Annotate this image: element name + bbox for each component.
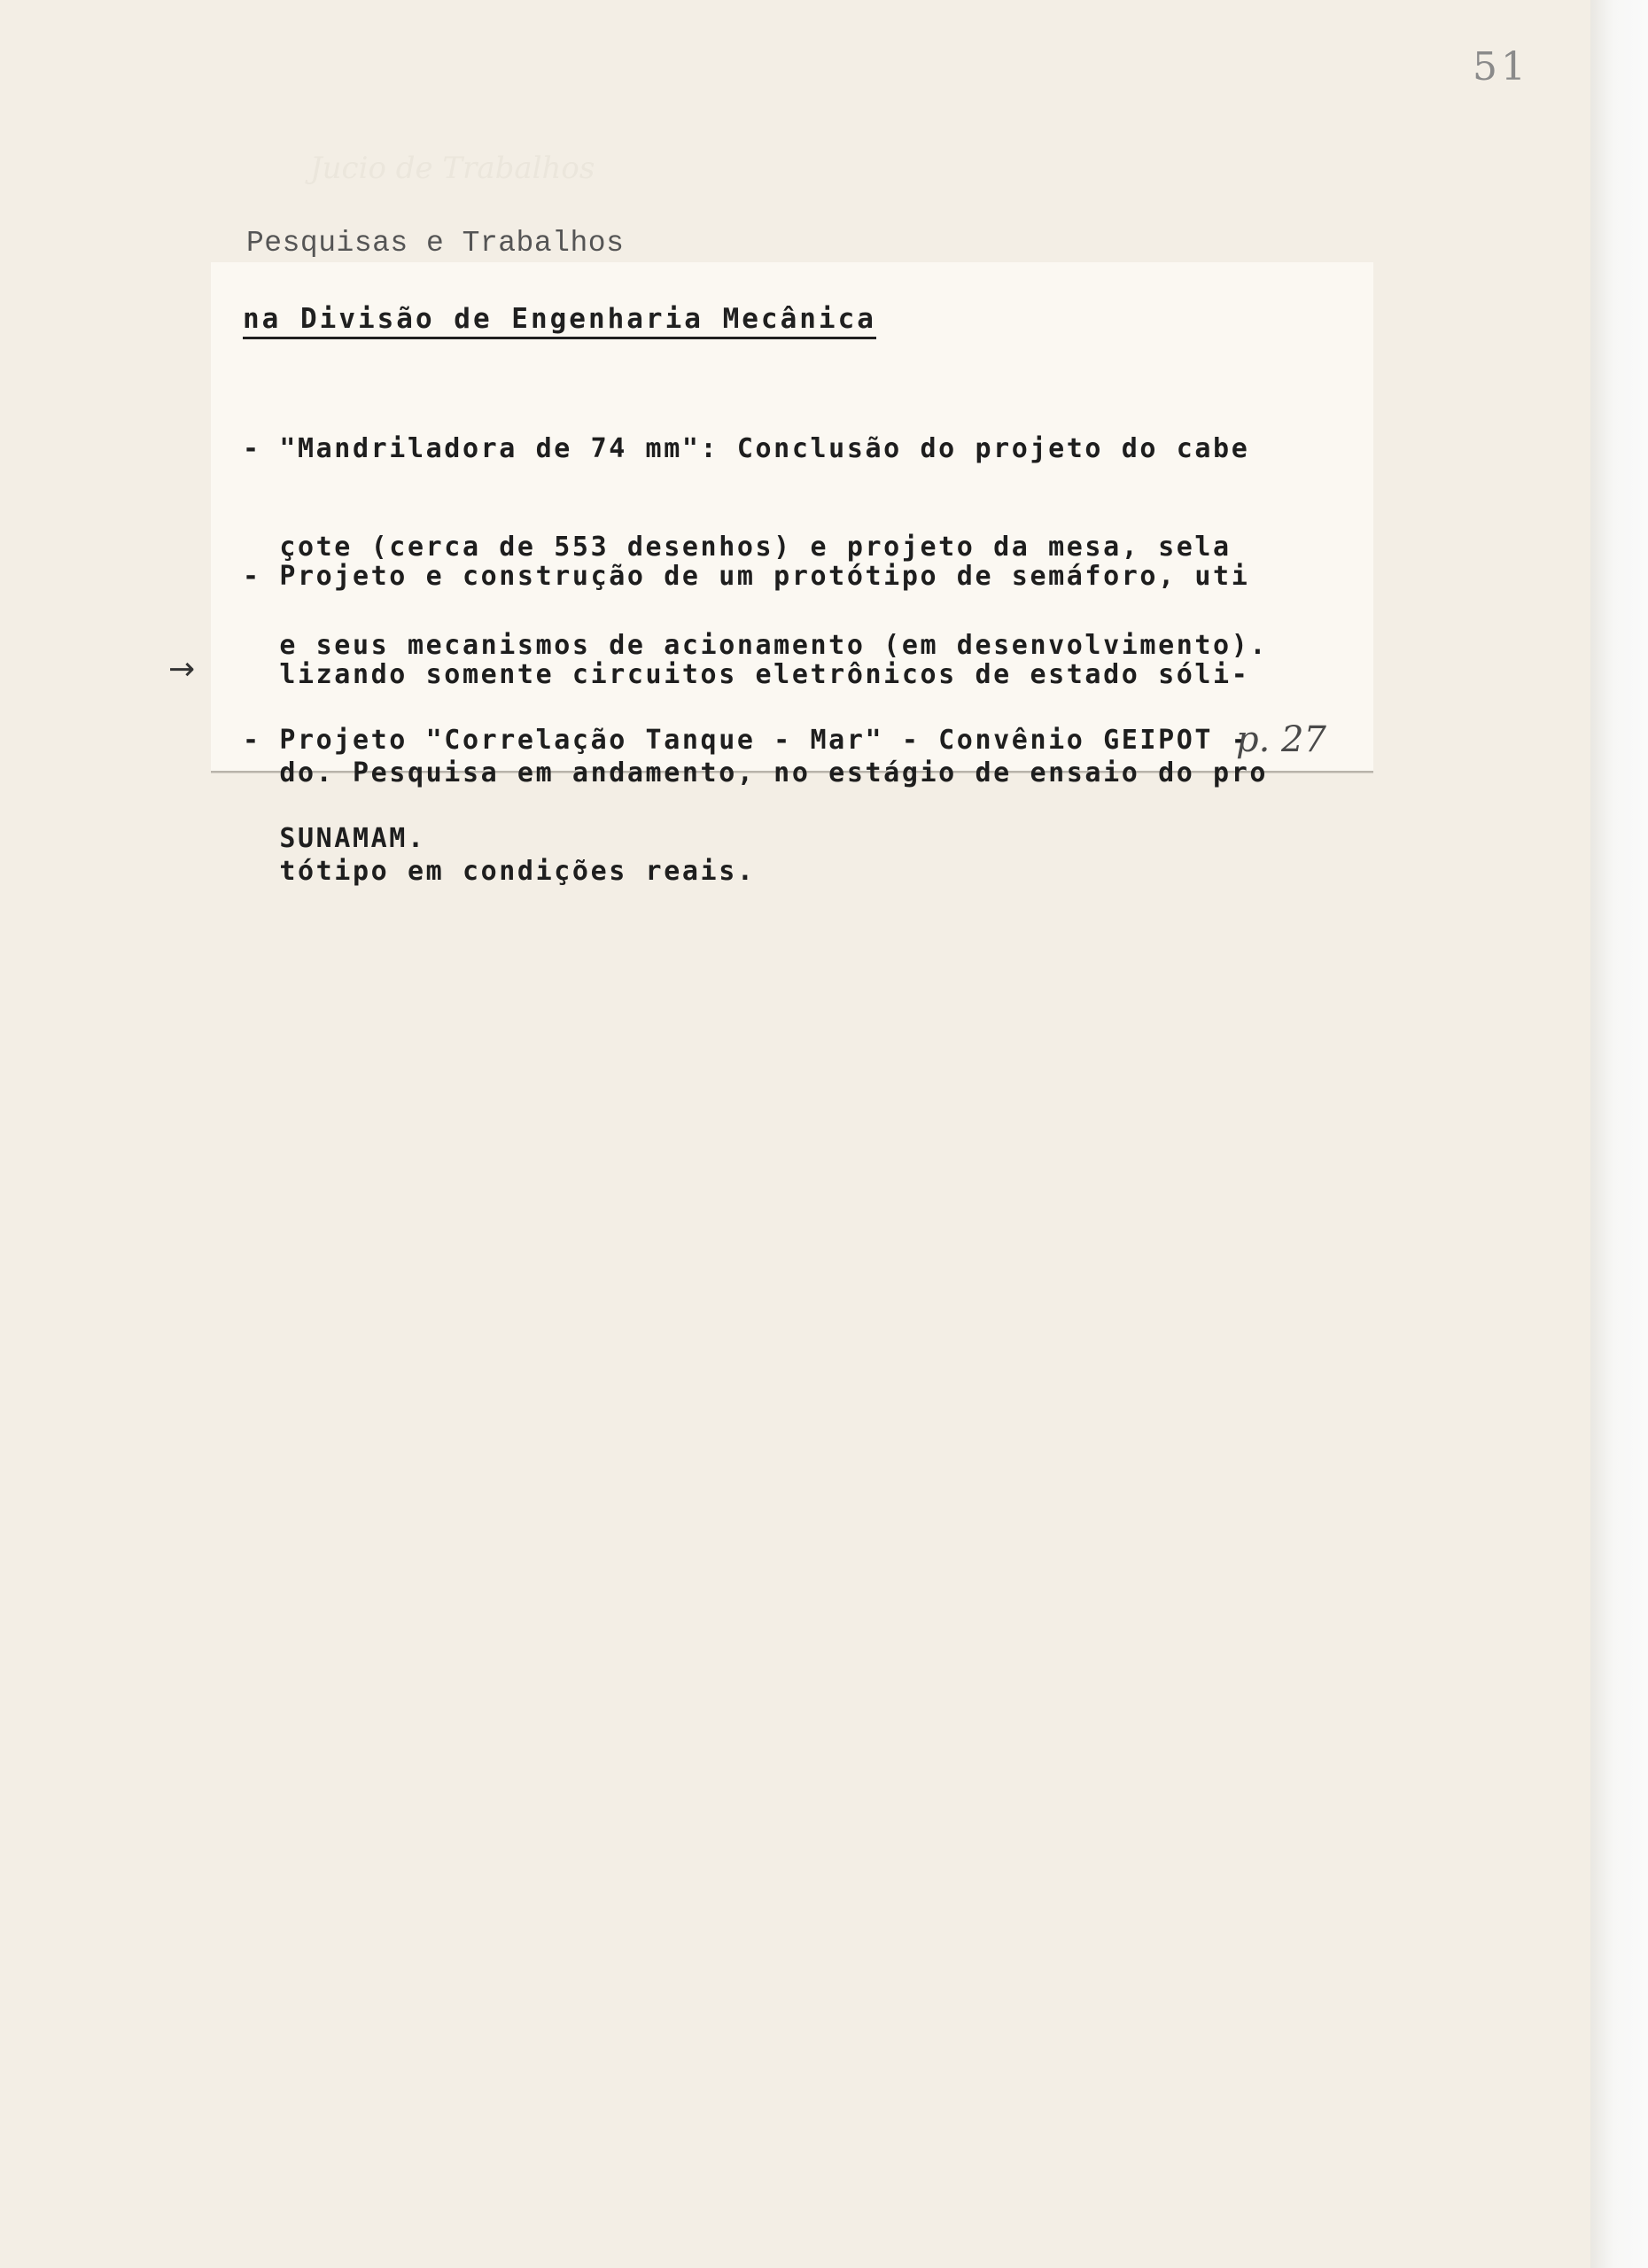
item-line: e seus mecanismos de acionamento (em desenvolvimento). (243, 630, 1269, 661)
item-line: - Projeto e construção de um protótipo de semáforo, uti (243, 561, 1250, 592)
item-line: çote (cerca de 553 desenhos) e projeto da mesa, sela (243, 532, 1232, 563)
item-line: do. Pesquisa em andamento, no estágio de ensaio do pro (243, 757, 1269, 788)
item-line: tótipo em condições reais. (243, 856, 756, 887)
margin-arrow-icon: → (168, 651, 196, 687)
handwritten-page-note: p. 27 (1236, 719, 1326, 760)
section-header: Pesquisas e Trabalhos (246, 227, 625, 260)
pasted-clipping (211, 262, 1373, 887)
item-line: - Projeto "Correlação Tanque - Mar" - Convênio GEIPOT - (243, 725, 1250, 756)
list-item (243, 658, 1249, 920)
item-line: - "Mandriladora de 74 mm": Conclusão do projeto do cabe (243, 433, 1250, 464)
faint-handwriting: Jucio de Trabalhos (310, 151, 595, 186)
page-number: 51 (1473, 44, 1529, 89)
item-line: SUNAMAM. (243, 823, 426, 854)
page-edge (1590, 0, 1648, 2268)
item-line: lizando somente circuitos eletrônicos de estado sóli- (243, 659, 1250, 690)
clipping-title: na Divisão de Engenharia Mecânica (243, 303, 876, 339)
